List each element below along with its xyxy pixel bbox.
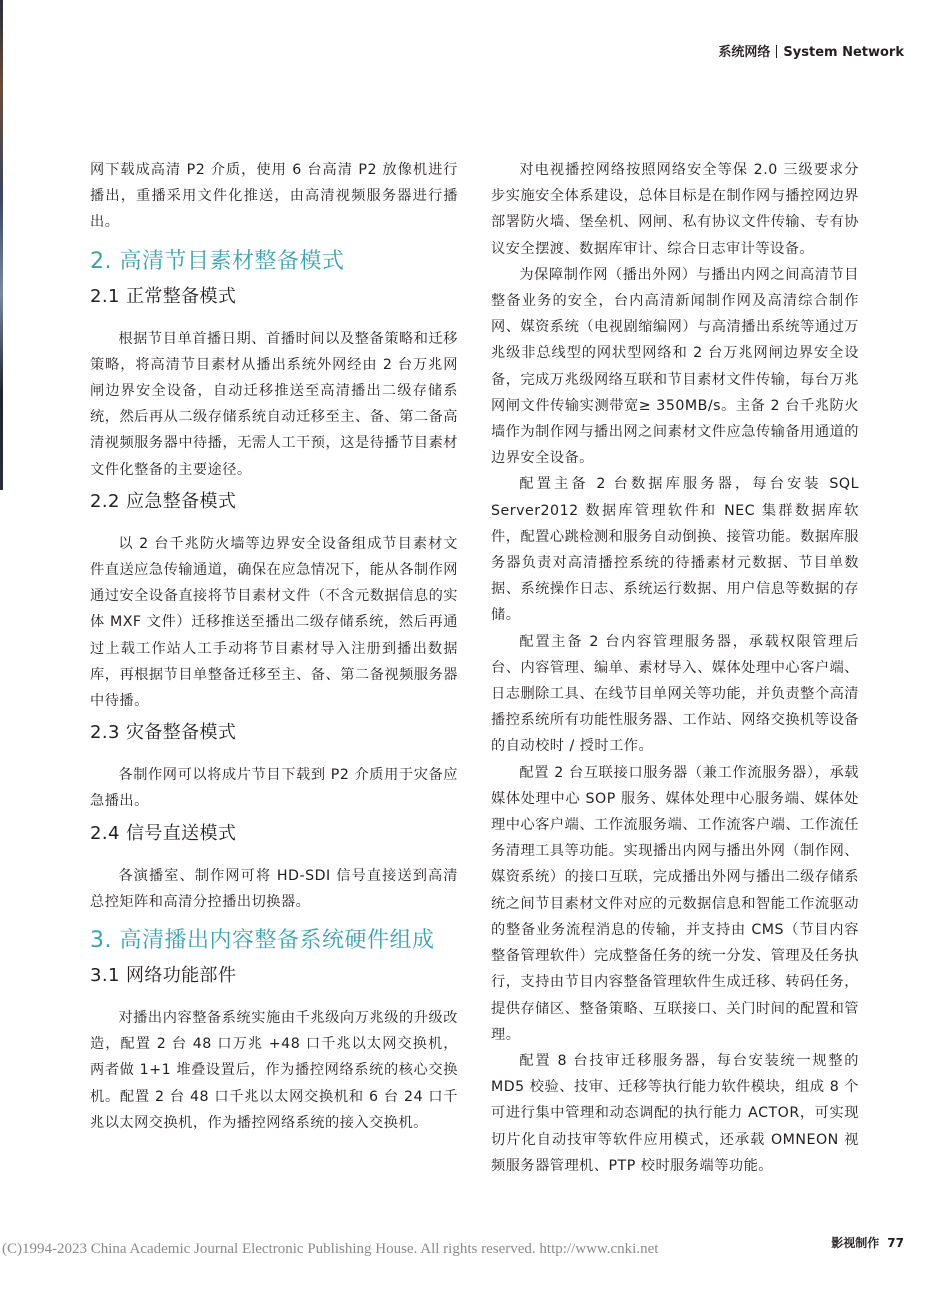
page-number: 77 <box>887 1236 904 1250</box>
section-heading: 3. 高清播出内容整备系统硬件组成 <box>90 928 435 954</box>
paragraph: 各演播室、制作网可将 HD-SDI 信号直接送到高清总控矩阵和高清分控播出切换器。 <box>90 867 458 910</box>
header-section-cn: 系统网络 <box>718 45 771 60</box>
paragraph: 配置 8 台技审迁移服务器，每台安装统一规整的 MD5 校验、技审、迁移等执行能力软件模块，组成 8 个可进行集中管理和动态调配的执行能力 ACTOR，可实现切片化自动技审等软件应用模式，还承载 OMNEON 视频服务器管理机、PTP 校时服务端等功能。 <box>491 1052 859 1174</box>
paragraph: 对播出内容整备系统实施由千兆级向万兆级的升级改造，配置 2 台 48 口万兆 +48 口千兆以太网交换机，两者做 1+1 堆叠设置后，作为播控网络系统的核心交换机。配置 2 台 48 口千兆以太网交换机和 6 台 24 口千兆以太网交换机，作为播控网络系统的接入交换机。 <box>90 1010 458 1131</box>
paragraph: 对电视播控网络按照网络安全等保 2.0 三级要求分步实施安全体系建设，总体目标是在制作网与播控网边界部署防火墙、堡垒机、网闸、私有协议文件传输、专有协议安全摆渡、数据库审计、综合日志审计等设备。 <box>491 162 859 257</box>
page-footer <box>831 1234 904 1251</box>
copyright-notice: (C)1994-2023 China Academic Journal Electronic Publishing House. All rights reserved. http://www.cnki.net <box>2 1241 659 1257</box>
paragraph: 以 2 台千兆防火墙等边界安全设备组成节目素材文件直送应急传输通道，确保在应急情况下，能从各制作网通过安全设备直接将节目素材文件（不含元数据信息的实体 MXF 文件）迁移推送至播出二级存储系统，然后再通过上载工作站人工手动将节目素材导入注册到播出数据库，再根据节目单整备迁移至主、备、第二备视频服务器中待播。 <box>90 535 458 710</box>
journal-name: 影视制作 <box>831 1236 880 1250</box>
left-edge-image-strip <box>0 0 3 490</box>
paragraph: 为保障制作网（播出外网）与播出内网之间高清节目整备业务的安全，台内高清新闻制作网及高清综合制作网、媒资系统（电视剧缩编网）与高清播出系统等通过万兆级非总线型的网状型网络和 2 台万兆网闸边界安全设备，完成万兆级网络互联和节目素材文件传输，每台万兆网闸文件传输实测带宽≥ 350MB/s。主备 2 台千兆防火墙作为制作网与播出网之间素材文件应急传输备用通道的边界安全设备。 <box>491 266 859 467</box>
section-heading: 2. 高清节目素材整备模式 <box>90 248 345 274</box>
subsection-heading: 2.1 正常整备模式 <box>90 285 237 307</box>
left-column <box>90 157 458 1136</box>
paragraph: 配置主备 2 台内容管理服务器，承载权限管理后台、内容管理、编单、素材导入、媒体处理中心客户端、日志删除工具、在线节目单网关等功能，并负责整个高清播控系统所有功能性服务器、工作站、网络交换机等设备的自动校时 / 授时工作。 <box>491 633 859 755</box>
subsection-heading: 2.3 灾备整备模式 <box>90 722 237 744</box>
running-header <box>718 41 904 60</box>
right-column <box>491 157 859 1179</box>
paragraph: 配置主备 2 台数据库服务器，每台安装 SQL Server2012 数据库管理软件和 NEC 集群数据库软件，配置心跳检测和服务自动倒换、接管功能。数据库服务器负责对高清播控系统的待播素材元数据、节目单数据、系统操作日志、系统运行数据、用户信息等数据的存储。 <box>491 476 859 624</box>
header-section-en: System Network <box>783 45 904 60</box>
paragraph: 网下载成高清 P2 介质，使用 6 台高清 P2 放像机进行播出，重播采用文件化推送，由高清视频服务器进行播出。 <box>90 162 458 231</box>
header-divider <box>776 45 777 58</box>
paragraph: 根据节目单首播日期、首播时间以及整备策略和迁移策略，将高清节目素材从播出系统外网经由 2 台万兆网闸边界安全设备，自动迁移推送至高清播出二级存储系统，然后再从二级存储系统自动迁移至主、备、第二备高清视频服务器中待播，无需人工干预，这是待播节目素材文件化整备的主要途径。 <box>90 330 458 478</box>
paragraph: 各制作网可以将成片节目下载到 P2 介质用于灾备应急播出。 <box>90 767 458 810</box>
subsection-heading: 3.1 网络功能部件 <box>90 965 237 987</box>
subsection-heading: 2.4 信号直送模式 <box>90 822 237 844</box>
paragraph: 配置 2 台互联接口服务器（兼工作流服务器），承载媒体处理中心 SOP 服务、媒体处理中心服务端、媒体处理中心客户端、工作流服务端、工作流客户端、工作流任务清理工具等功能。实现播出内网与播出外网（制作网、媒资系统）的接口互联，完成播出外网与播出二级存储系统之间节目素材文件对应的元数据信息和智能工作流驱动的整备业务流程消息的传输，并支持由 CMS（节目内容整备管理软件）完成整备任务的统一分发、管理及任务执行，支持由节目内容整备管理软件生成迁移、转码任务，提供存储区、整备策略、互联接口、关门时间的配置和管理。 <box>491 764 859 1043</box>
subsection-heading: 2.2 应急整备模式 <box>90 490 237 512</box>
